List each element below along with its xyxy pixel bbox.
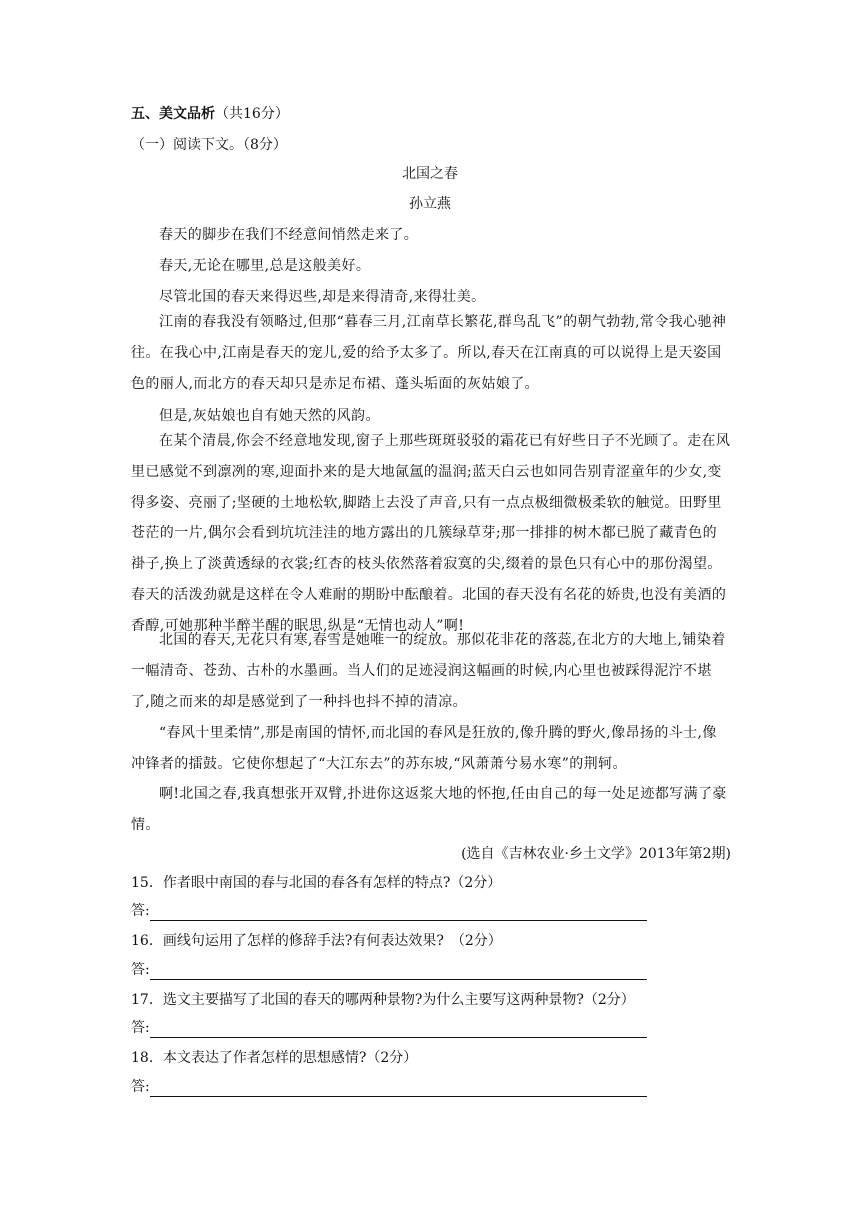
question-16: 16．画线句运用了怎样的修辞手法?有何表达效果? （2分） (131, 933, 502, 949)
article-author: 孙立燕 (409, 196, 451, 212)
answer-label: 答: (131, 903, 150, 919)
article-paragraph: “春风十里柔情”,那是南国的情怀,而北国的春风是狂放的,像升腾的野火,像昂扬的斗士,像冲锋者的擂鼓。它使你想起了“大江东去”的苏东坡,“风萧萧兮易水寒”的荆轲。 (131, 725, 717, 772)
article-title: 北国之春 (402, 166, 458, 182)
answer-line-16[interactable] (150, 965, 647, 980)
section-score: （共16分） (215, 106, 289, 122)
question-18: 18．本文表达了作者怎样的思想感情?（2分） (131, 1050, 418, 1066)
article-paragraph: 但是,灰姑娘也自有她天然的风韵。 (159, 408, 380, 424)
article-paragraph: 在某个清晨,你会不经意地发现,窗子上那些斑斑驳驳的霜花已有好些日子不光顾了。走在风里已感觉不到凛冽的寒,迎面扑来的是大地氤氲的温润;蓝天白云也如同告别青涩童年的少女,变得多姿、亮丽了;坚硬的土地松软,脚踏上去没了声音,只有一点点极细微极柔软的触觉。田野里苍茫的一片,偶尔会看到坑坑洼洼的地方露出的几簇绿草芽;那一排排的树木都已脱了藏青色的褂子,换上了淡黄透绿的衣裳;红杏的枝头依然落着寂寞的尖,缀着的景色只有心中的那份渴望。春天的活泼劲就是这样在令人难耐的期盼中酝酿着。北国的春天没有名花的娇贵,也没有美酒的香醇,可她那种半醉半醒的眠思,纵是“无情也动人”啊! (131, 433, 731, 634)
question-15: 15．作者眼中南国的春与北国的春各有怎样的特点?（2分） (131, 875, 502, 891)
article-paragraph: 江南的春我没有领略过,但那“暮春三月,江南草长繁花,群鸟乱飞”的朝气勃勃,常令我心驰神往。在我心中,江南是春天的宠儿,爱的给予太多了。所以,春天在江南真的可以说得上是天姿国色的丽人,而北方的春天却只是赤足布裙、蓬头垢面的灰姑娘了。 (131, 314, 727, 392)
article-paragraph: 春天,无论在哪里,总是这般美好。 (159, 258, 371, 274)
article-paragraph: 尽管北国的春天来得迟些,却是来得清奇,来得壮美。 (159, 289, 486, 305)
section-heading (131, 104, 289, 124)
answer-line-18[interactable] (150, 1082, 647, 1097)
question-17: 17．选文主要描写了北国的春天的哪两种景物?为什么主要写这两种景物?（2分） (131, 992, 635, 1008)
answer-label: 答: (131, 962, 150, 978)
article-source: (选自《吉林农业·乡土文学》2013年第2期) (461, 846, 731, 862)
article-paragraph: 啊!北国之春,我真想张开双臂,扑进你这返浆大地的怀抱,任由自己的每一处足迹都写满了豪情。 (131, 786, 727, 833)
answer-row-17 (131, 1018, 647, 1038)
answer-row-15 (131, 901, 647, 921)
answer-row-18 (131, 1077, 647, 1097)
answer-line-15[interactable] (150, 906, 647, 921)
article-paragraph: 北国的春天,无花只有寒,春雪是她唯一的绽放。那似花非花的落蕊,在北方的大地上,铺染着一幅清奇、苍劲、古朴的水墨画。当人们的足迹浸润这幅画的时候,内心里也被踩得泥泞不堪了,随之而来的却是感觉到了一种抖也抖不掉的清凉。 (131, 632, 726, 710)
answer-line-17[interactable] (150, 1023, 647, 1038)
answer-label: 答: (131, 1020, 150, 1036)
article-paragraph: 春天的脚步在我们不经意间悄然走来了。 (159, 227, 419, 243)
answer-label: 答: (131, 1079, 150, 1095)
answer-row-16 (131, 960, 647, 980)
subsection-heading: （一）阅读下文。（8分） (131, 137, 287, 153)
section-title: 五、美文品析 (131, 106, 215, 122)
